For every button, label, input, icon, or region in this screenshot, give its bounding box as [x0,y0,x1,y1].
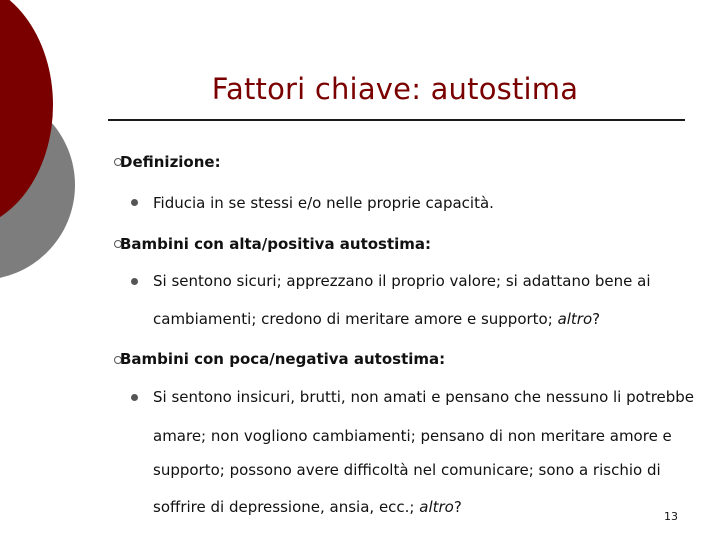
poca-line-4-text: soffrire di depressione, ansia, ecc.; [153,498,420,516]
definition-text: Fiducia in se stessi e/o nelle proprie capacità. [153,194,494,212]
alta-suffix: ? [592,310,601,328]
alta-emphasis: altro [557,310,593,328]
section-heading-definizione: Definizione: [120,153,221,171]
section-heading-alta-autostima: Bambini con alta/positiva autostima: [120,235,432,253]
dot-bullet-icon [131,278,138,285]
poca-suffix: ? [453,498,462,516]
poca-line-4 [153,498,462,516]
poca-emphasis: altro [419,498,454,516]
section-heading-poca-autostima: Bambini con poca/negativa autostima: [120,350,446,368]
title-divider [108,119,685,121]
dot-bullet-icon [131,199,138,206]
poca-line-2: amare; non vogliono cambiamenti; pensano di non meritare amore e [153,427,672,445]
page-number: 13 [664,510,678,523]
dot-bullet-icon [131,394,138,401]
poca-line-3: supporto; possono avere difficoltà nel comunicare; sono a rischio di [153,461,661,479]
alta-line-1: Si sentono sicuri; apprezzano il proprio valore; si adattano bene ai [153,272,651,290]
alta-line-2 [153,310,600,328]
slide-title: Fattori chiave: autostima [211,72,579,106]
poca-line-1: Si sentono insicuri, brutti, non amati e pensano che nessuno li potrebbe [153,388,695,406]
alta-line-2-text: cambiamenti; credono di meritare amore e supporto; [153,310,558,328]
